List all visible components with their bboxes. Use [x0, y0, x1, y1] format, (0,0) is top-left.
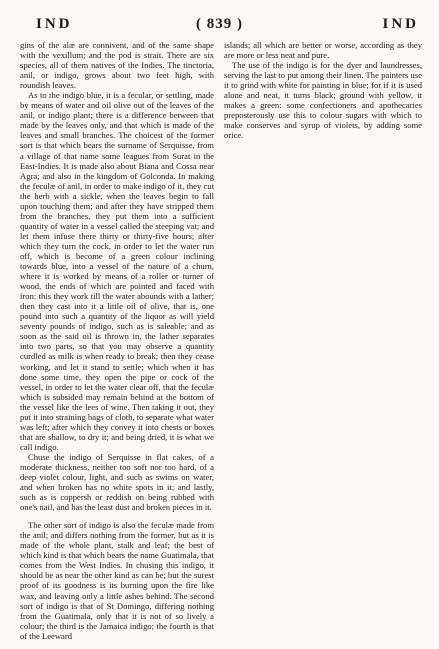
paragraph-islands: islands; all which are better or worse, according as they are more or less neat and pure.: [224, 40, 422, 61]
paragraph-use-of-indigo: The use of the indigo is for the dyer and laundresses, serving the last to put among their linen. The painters use it to grind with white for painting in blue; for if it is used alone and neat, it turns black; ground with yellow, it makes a green: some confectioners and apothecaries preposterously use this to colour sugars with which to make conserves and syrup of violets, by adding some orice.: [224, 60, 422, 141]
paragraph-continuation: gins of the alæ are connivent, and of the same shape with the vexillum; and the pod is strait. There are six species, all of them natives of the Indies. The tinctoria, anil, or indigo, grows about two feet high, with roundish leaves.: [20, 40, 214, 91]
running-header: [0, 16, 439, 36]
paragraph-indigo-blue: As to the indigo blue, it is a fecular, or settling, made by means of water and oil olive out of the leaves of the anil, or indigo plant; there is a difference between that made by the leaves only, and that which is made of the leaves and small branches. The choicest of the former sort is that which bears the surname of Serquisse, from a village of that name some leagues from Surat in the East-Indies. It is made also about Biana and Cossa near Agra; and also in the kingdom of Golconda. In making the feculæ of anil, in order to make indigo of it, they cut the herb with a sickle, when the leaves begin to fall upon touching them; and after they have stripped them from the branches, they put them into a sufficient quantity of water in a vessel called the steeping vat; and let them infuse there thirty or thirty-five hours; after which they turn the cock, in order to let the water run off, which is become of a green colour inclining towards blue, into a vessel of the nature of a churn, where it is worked by means of a roller or turner of wood, the ends of which are pointed and faced with iron: this they work till the water abounds with a lather; then they cast into it a little oil of olive, that is, one pound into such a quantity of the liquor as will yield seventy pounds of indigo, such as is saleable; and as soon as the said oil is thrown in, the lather separates into two parts, so that you may observe a quantity curdled as milk is when ready to break; then they cease working, and let it stand to settle; which when it has done some time, they open the pipe or cock of the vessel, in order to let the water clear off, that the feculæ which is subsided may remain behind at the bottom of the vessel like the lees of wine. Then taking it out, they put it into straining bags of cloth, to separate what water was left; after which they convey it into chests or boxes that are shallow, to dry it; and being dried, it is what we call indigo.: [20, 90, 214, 452]
paragraph-other-sort: The other sort of indigo is also the feculæ made from the anil; and differs nothing from the former, but as it is made of the whole plant, stalk and leaf; the best of which kind is that which bears the name Guatimala, that comes from the West Indies. In chusing this indigo, it should be as near the other kind as can be; but the surest proof of its goodness is its burning upon the fire like wax, and leaving only a little ashes behind. The second sort of indigo is that of St Domingo, differing nothing from the Guatimala, only that it is not of so lively a colour; the third is the Jamaica indigo; the fourth is that of the Leeward: [20, 520, 214, 641]
page-number: ( 839 ): [196, 16, 243, 32]
header-right-word: IND: [382, 16, 419, 32]
header-left-word: IND: [36, 16, 73, 32]
left-column: [20, 40, 214, 641]
paragraph-choosing-serquisse: Chuse the indigo of Serquisse in flat cakes, of a moderate thickness, neither too soft nor too hard, of a deep violet colour, light, and such as swims on water, and when broken has no white spots in it; and lastly, such as is coppersh or reddish on being rubbed with one's nail, and has the least dust and broken pieces in it.: [20, 451, 214, 513]
right-column: [224, 40, 422, 140]
